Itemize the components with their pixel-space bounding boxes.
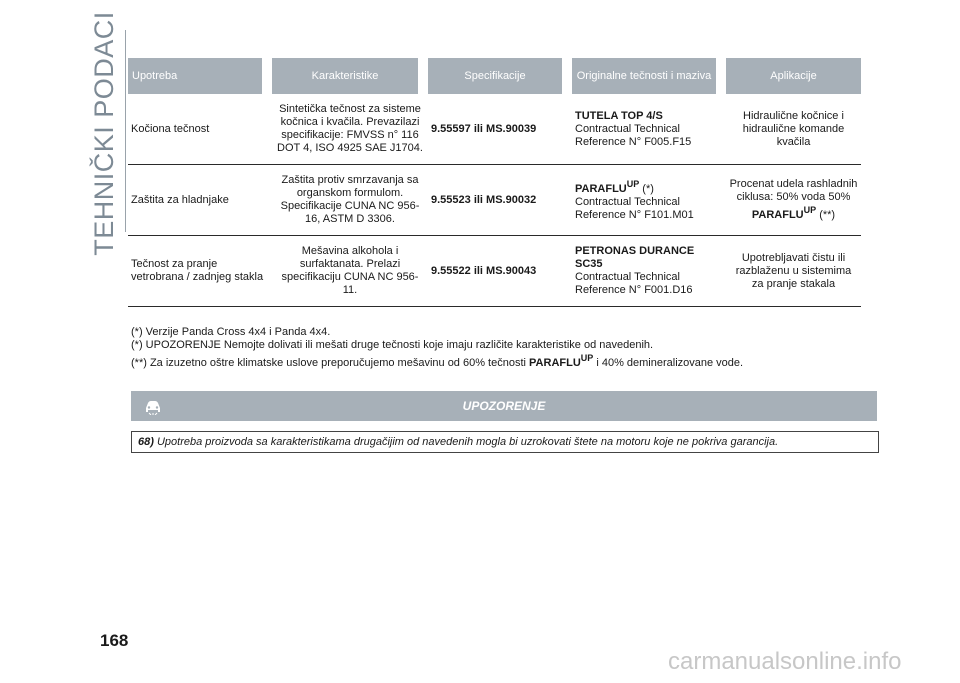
cell-use: Tečnost za pranje vetrobrana / zadnjeg stakla bbox=[128, 236, 272, 307]
cell-spec: 9.55597 ili MS.90039 bbox=[428, 94, 572, 165]
chapter-side-title bbox=[84, 10, 124, 256]
product-ref: Contractual Technical Reference N° F001.D16 bbox=[575, 271, 693, 296]
header-original-fluids: Originalne tečnosti i maziva bbox=[572, 58, 726, 94]
fluids-spec-table bbox=[128, 58, 861, 307]
warning-header bbox=[131, 391, 877, 421]
warning-text: Upotreba proizvoda sa karakteristikama drugačijim od navedenih mogla bi uzrokovati štete na motoru koje ne pokriva garancija. bbox=[153, 436, 779, 448]
chapter-title-text: TEHNIČKI PODACI bbox=[88, 10, 119, 256]
footnote-2: (*) UPOZORENJE Nemojte dolivati ili mešati druge tečnosti koje imaju različite karakteristike od navedenih. bbox=[131, 339, 654, 351]
footnote-3-product: PARAFLU bbox=[529, 357, 581, 369]
cell-use: Kočiona tečnost bbox=[128, 94, 272, 165]
cell-product bbox=[572, 94, 726, 165]
cell-spec: 9.55523 ili MS.90032 bbox=[428, 165, 572, 236]
warning-number: 68) bbox=[138, 436, 154, 448]
side-divider bbox=[125, 30, 126, 232]
footnote-3-before: (**) Za izuzetno oštre klimatske uslove preporučujemo mešavinu od 60% tečnosti bbox=[131, 357, 530, 369]
warning-box bbox=[131, 431, 879, 453]
product-ref: Contractual Technical Reference N° F101.M01 bbox=[575, 196, 694, 221]
footnote-1: (*) Verzije Panda Cross 4x4 i Panda 4x4. bbox=[131, 326, 331, 338]
product-name: TUTELA TOP 4/S bbox=[575, 109, 663, 122]
header-characteristics: Karakteristike bbox=[272, 58, 428, 94]
header-use: Upotreba bbox=[128, 58, 272, 94]
product-name: PETRONAS DURANCE SC35 bbox=[575, 245, 695, 270]
application-text: Procenat udela rashladnih ciklusa: 50% voda 50% bbox=[729, 178, 858, 203]
footnote-3-superscript: UP bbox=[580, 353, 594, 363]
table-footnotes bbox=[131, 326, 871, 370]
cell-application: Hidraulične kočnice i hidraulične komande kvačila bbox=[726, 94, 861, 165]
warning-title: UPOZORENJE bbox=[462, 399, 546, 413]
cell-characteristics: Sintetička tečnost za sisteme kočnica i kvačila. Prevazilazi specifikacije: FMVSS n° 116 DOT 4, ISO 4925 SAE J1704. bbox=[272, 94, 428, 165]
product-suffix: (*) bbox=[639, 183, 654, 195]
cell-product bbox=[572, 165, 726, 236]
table-row bbox=[128, 236, 861, 307]
cell-product bbox=[572, 236, 726, 307]
product-superscript: UP bbox=[626, 179, 640, 189]
cell-characteristics: Zaštita protiv smrzavanja sa organskom formulom. Specifikacije CUNA NC 956-16, ASTM D 3306. bbox=[272, 165, 428, 236]
table-row bbox=[128, 94, 861, 165]
footnote-3 bbox=[131, 352, 871, 370]
table-row bbox=[128, 165, 861, 236]
header-spec: Specifikacije bbox=[428, 58, 572, 94]
footnote-3-after: i 40% demineralizovane vode. bbox=[593, 357, 744, 369]
cell-application bbox=[726, 165, 861, 236]
watermark: carmanualsonline.info bbox=[668, 648, 902, 675]
table-header-row bbox=[128, 58, 861, 94]
car-warning-icon bbox=[143, 397, 163, 415]
cell-application: Upotrebljavati čistu ili razblaženu u sistemima za pranje stakala bbox=[726, 236, 861, 307]
application-superscript: UP bbox=[803, 205, 817, 215]
cell-use: Zaštita za hladnjake bbox=[128, 165, 272, 236]
application-suffix: (**) bbox=[816, 209, 836, 221]
application-product: PARAFLU bbox=[751, 209, 804, 221]
page-number: 168 bbox=[100, 631, 129, 650]
header-application: Aplikacije bbox=[726, 58, 861, 94]
cell-characteristics: Mešavina alkohola i surfaktanata. Prelazi specifikaciju CUNA NC 956- 11. bbox=[272, 236, 428, 307]
product-name: PARAFLU bbox=[575, 183, 627, 195]
cell-spec: 9.55522 ili MS.90043 bbox=[428, 236, 572, 307]
product-ref: Contractual Technical Reference N° F005.F15 bbox=[575, 122, 692, 148]
